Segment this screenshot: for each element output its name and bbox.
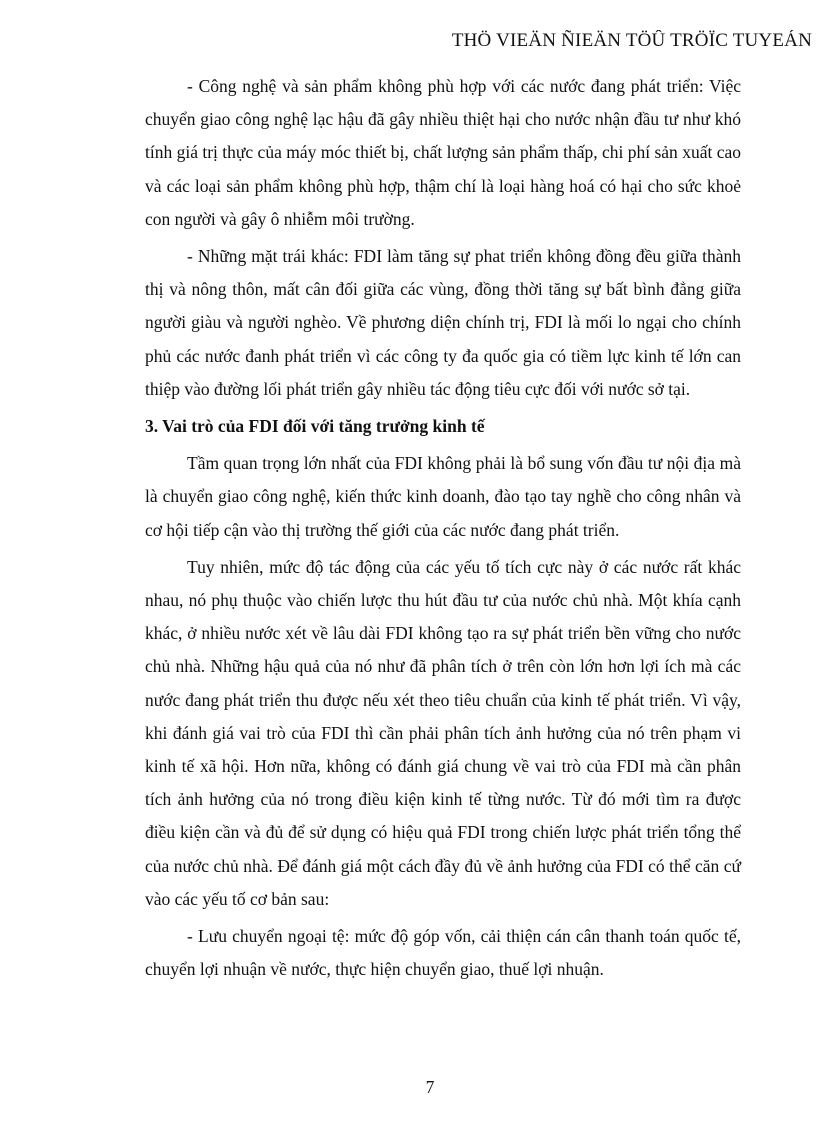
paragraph-technology-products: - Công nghệ và sản phẩm không phù hợp với các nước đang phát triển: Việc chuyển giao công nghệ lạc hậu đã gây nhiều thiệt hại cho nước nhận đầu tư như khó tính giá trị thực của máy móc thiết bị, chất lượng sản phẩm thấp, chi phí sản xuất cao và các loại sản phẩm không phù hợp, thậm chí là loại hàng hoá có hại cho sức khoẻ con người và gây ô nhiễm môi trường. [145,76,741,229]
page-body [145,70,741,990]
paragraph-currency-flow: - Lưu chuyển ngoại tệ: mức độ góp vốn, cải thiện cán cân thanh toán quốc tế, chuyển lợi nhuận về nước, thực hiện chuyển giao, thuế lợi nhuận. [145,926,741,980]
section-heading: 3. Vai trò của FDI đối với tăng trưởng kinh tế [145,416,485,437]
paragraph-impact-level: Tuy nhiên, mức độ tác động của các yếu tố tích cực này ở các nước rất khác nhau, nó phụ thuộc vào chiến lược thu hút đầu tư của nước chủ nhà. Một khía cạnh khác, ở nhiều nước xét về lâu dài FDI không tạo ra sự phát triển bền vững cho nước chủ nhà. Những hậu quả của nó như đã phân tích ở trên còn lớn hơn lợi ích mà các nước đang phát triển thu được nếu xét theo tiêu chuẩn của kinh tế phát triển. Vì vậy, khi đánh giá vai trò của FDI thì cần phải phân tích ảnh hưởng của nó trên phạm vi kinh tế xã hội. Hơn nữa, không có đánh giá chung về vai trò của FDI mà cần phân tích ảnh hưởng của nó trong điều kiện kinh tế từng nước. Từ đó mới tìm ra được điều kiện cần và đủ để sử dụng có hiệu quả FDI trong chiến lược phát triển tổng thể của nước chủ nhà. Để đánh giá một cách đầy đủ về ảnh hưởng của FDI có thể căn cứ vào các yếu tố cơ bản sau: [145,556,741,909]
running-header: THÖ VIEÄN ÑIEÄN TÖÛ TRÖÏC TUYEÁN [451,30,812,51]
paragraph-other-downsides: - Những mặt trái khác: FDI làm tăng sự phat triển không đồng đều giữa thành thị và nông thôn, mất cân đối giữa các vùng, đồng thời tăng sự bất bình đẳng giữa người giàu và người nghèo. Về phương diện chính trị, FDI là mối lo ngại cho chính phủ các nước đanh phát triển vì các công ty đa quốc gia có tiềm lực kinh tế lớn can thiệp vào đường lối phát triển gây nhiều tác động tiêu cực đối với nước sở tại. [145,246,741,399]
paragraph-importance-fdi: Tầm quan trọng lớn nhất của FDI không phải là bổ sung vốn đầu tư nội địa mà là chuyển giao công nghệ, kiến thức kinh doanh, đào tạo tay nghề cho công nhân và cơ hội tiếp cận vào thị trường thế giới của các nước đang phát triển. [145,453,741,540]
page-number: 7 [425,1077,435,1097]
